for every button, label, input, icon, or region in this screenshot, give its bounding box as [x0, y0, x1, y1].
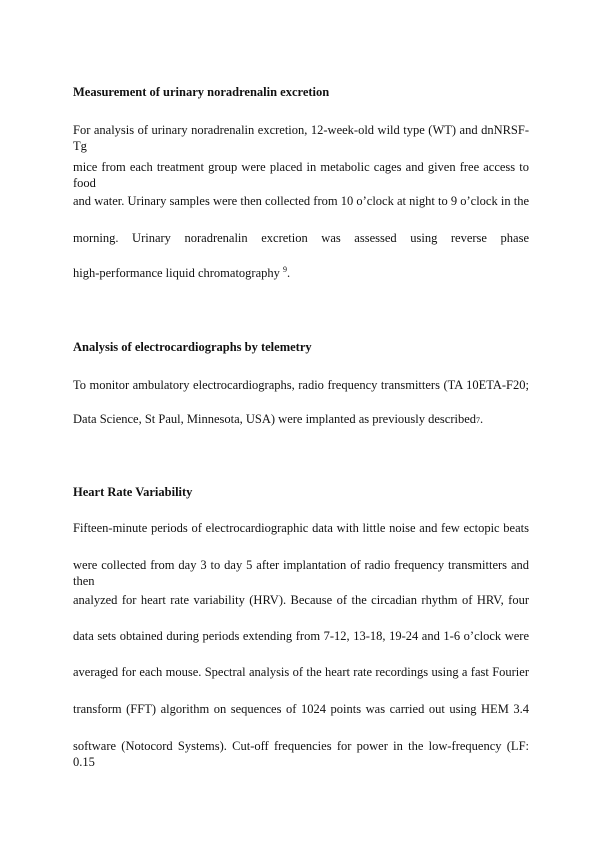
paragraph-line: morning. Urinary noradrenalin excretion was assessed using reverse phase [73, 231, 529, 245]
paragraph-line: Fifteen-minute periods of electrocardiographic data with little noise and few ectopic beats [73, 521, 529, 535]
paragraph-line: were collected from day 3 to day 5 after implantation of radio frequency transmitters and then [73, 558, 529, 588]
paragraph-line: data sets obtained during periods extending from 7-12, 13-18, 19-24 and 1-6 o’clock were [73, 629, 529, 643]
citation-reference: 7 [476, 416, 481, 425]
paragraph-line [73, 265, 529, 281]
section-heading-electrocardiographs: Analysis of electrocardiographs by telemetry [73, 340, 312, 354]
paragraph-line: For analysis of urinary noradrenalin excretion, 12-week-old wild type (WT) and dnNRSF-Tg [73, 123, 529, 153]
citation-reference: 9 [283, 264, 287, 274]
paragraph-line: averaged for each mouse. Spectral analysis of the heart rate recordings using a fast Fourier [73, 665, 529, 679]
paragraph-text: Data Science, St Paul, Minnesota, USA) were implanted as previously described [73, 412, 477, 426]
sentence-end: . [287, 266, 291, 280]
paragraph-line: analyzed for heart rate variability (HRV). Because of the circadian rhythm of HRV, four [73, 593, 529, 607]
paragraph-line: To monitor ambulatory electrocardiographs, radio frequency transmitters (TA 10ETA-F20; [73, 378, 529, 392]
paragraph-line: software (Notocord Systems). Cut-off frequencies for power in the low-frequency (LF: 0.15 [73, 739, 529, 769]
section-heading-urinary-noradrenalin: Measurement of urinary noradrenalin excretion [73, 85, 330, 99]
paragraph-text: high-performance liquid chromatography [73, 266, 280, 280]
paragraph-line: mice from each treatment group were placed in metabolic cages and given free access to food [73, 160, 529, 190]
paragraph-line: and water. Urinary samples were then collected from 10 o’clock at night to 9 o’clock in the [73, 194, 529, 208]
paragraph-line: transform (FFT) algorithm on sequences of 1024 points was carried out using HEM 3.4 [73, 702, 529, 716]
sentence-end: . [480, 412, 484, 426]
section-heading-heart-rate-variability: Heart Rate Variability [73, 485, 193, 499]
paragraph-line [73, 411, 529, 429]
